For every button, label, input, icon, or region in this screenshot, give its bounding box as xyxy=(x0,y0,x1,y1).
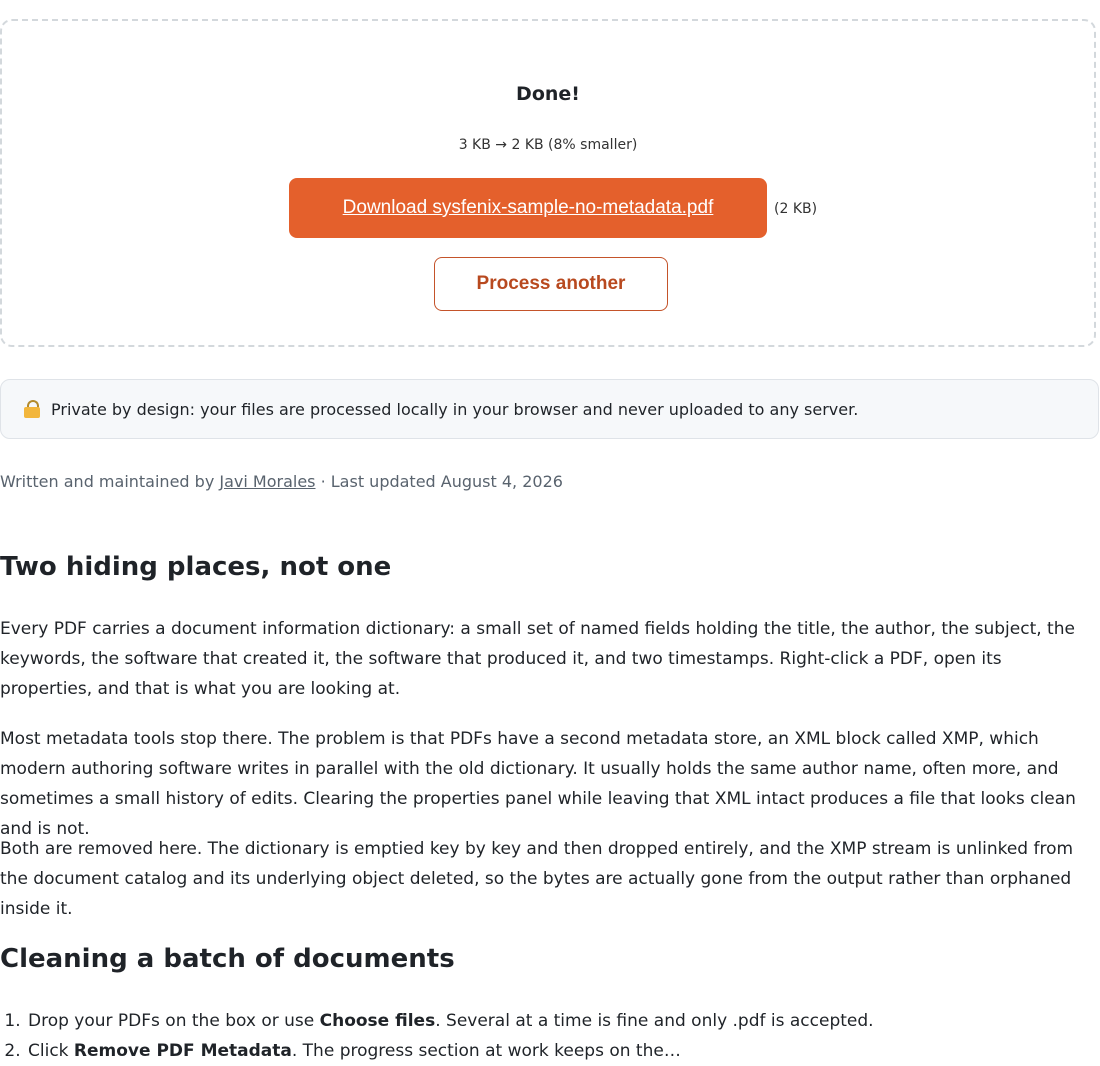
step-text: . Several at a time is fine and only .pdf is accepted. xyxy=(435,1011,874,1031)
download-size-label: (2 KB) xyxy=(774,201,818,217)
step-text: Click xyxy=(28,1041,74,1061)
process-another-button[interactable]: Process another xyxy=(434,257,668,311)
section-heading-hiding-places: Two hiding places, not one xyxy=(0,552,392,582)
result-panel xyxy=(0,19,1096,347)
privacy-text: Private by design: your files are processed locally in your browser and never uploaded to any server. xyxy=(51,399,859,419)
author-link[interactable]: Javi Morales xyxy=(219,472,316,491)
step-text: Drop your PDFs on the box or use xyxy=(28,1011,320,1031)
list-item xyxy=(26,1036,1096,1066)
paragraph: Every PDF carries a document information dictionary: a small set of named fields holding the title, the author, the subject, the keywords, the software that created it, the software that produced it, and two timestamps. Right-click a PDF, open its properties, and that is what you are looking at. xyxy=(0,619,1075,699)
lock-icon xyxy=(23,400,41,418)
privacy-notice xyxy=(0,379,1099,439)
download-button[interactable]: Download sysfenix-sample-no-metadata.pdf xyxy=(289,178,767,238)
paragraph: Most metadata tools stop there. The problem is that PDFs have a second metadata store, an XML block called XMP, which modern authoring software writes in parallel with the old dictionary. It usually holds the same author name, often more, and sometimes a small history of edits. Clearing the properties panel while leaving that XML intact produces a file that looks clean and is not. xyxy=(0,729,1076,839)
byline-prefix: Written and maintained by xyxy=(0,472,220,491)
done-title: Done! xyxy=(516,83,580,105)
size-reduction-text: 3 KB → 2 KB (8% smaller) xyxy=(458,137,638,153)
paragraph: Both are removed here. The dictionary is emptied key by key and then dropped entirely, and the XMP stream is unlinked from the document catalog and its underlying object deleted, so the bytes are actually gone from the output rather than orphaned inside it. xyxy=(0,839,1074,919)
byline-updated: · Last updated August 4, 2026 xyxy=(315,472,563,491)
list-item xyxy=(26,1006,1096,1036)
section-heading-batch: Cleaning a batch of documents xyxy=(0,944,455,974)
step-bold: Choose files xyxy=(319,1011,436,1031)
step-bold: Remove PDF Metadata xyxy=(73,1041,292,1061)
step-text: . The progress section at work keeps on the… xyxy=(291,1041,681,1061)
byline xyxy=(0,472,563,491)
steps-list xyxy=(0,1006,1096,1066)
